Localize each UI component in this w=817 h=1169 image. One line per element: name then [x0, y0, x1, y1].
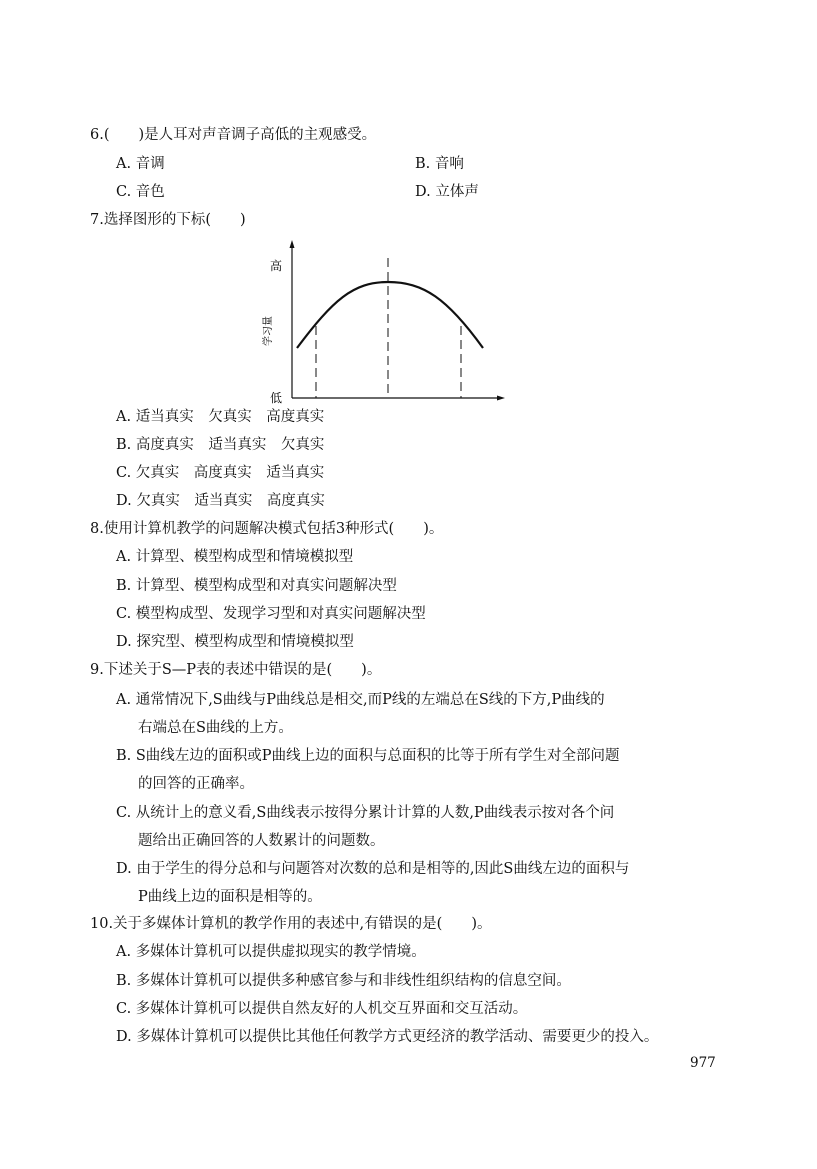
q9-option-d-line1: D. 由于学生的得分总和与问题答对次数的总和是相等的,因此S曲线左边的面积与	[116, 861, 630, 877]
q8-option-a: A. 计算型、模型构成型和情境模拟型	[116, 549, 354, 565]
q10-stem: 10.关于多媒体计算机的教学作用的表述中,有错误的是( )。	[90, 916, 492, 932]
y-high-label: 高	[270, 259, 283, 273]
q9-option-b-line2: 的回答的正确率。	[138, 776, 254, 792]
q8-stem: 8.使用计算机教学的问题解决模式包括3种形式( )。	[90, 521, 444, 537]
x-axis-arrow	[497, 396, 505, 401]
y-axis-arrow	[290, 240, 295, 248]
q9-stem: 9.下述关于S—P表的表述中错误的是( )。	[90, 662, 382, 678]
q10-option-c: C. 多媒体计算机可以提供自然友好的人机交互界面和交互活动。	[116, 1001, 528, 1017]
q7-option-b: B. 高度真实 适当真实 欠真实	[116, 437, 325, 453]
q8-option-d: D. 探究型、模型构成型和情境模拟型	[116, 634, 354, 650]
q6-option-a: A. 音调	[116, 156, 165, 172]
q9-option-a-line1: A. 通常情况下,S曲线与P曲线总是相交,而P线的左端总在S线的下方,P曲线的	[116, 692, 605, 708]
q7-figure	[255, 238, 515, 408]
q7-option-d: D. 欠真实 适当真实 高度真实	[116, 493, 325, 509]
q7-option-a: A. 适当真实 欠真实 高度真实	[116, 409, 325, 425]
y-axis-label: 学习量	[263, 316, 274, 346]
q9-option-d-line2: P曲线上边的面积是相等的。	[138, 889, 322, 905]
q10-option-d: D. 多媒体计算机可以提供比其他任何教学方式更经济的教学活动、需要更少的投入。	[116, 1029, 659, 1045]
q6-option-b: B. 音响	[415, 156, 464, 172]
y-low-label: 低	[270, 391, 283, 405]
q7-stem: 7.选择图形的下标( )	[90, 212, 246, 228]
q6-stem: 6.( )是人耳对声音调子高低的主观感受。	[90, 127, 377, 143]
q8-option-b: B. 计算型、模型构成型和对真实问题解决型	[116, 578, 397, 594]
q9-option-c-line1: C. 从统计上的意义看,S曲线表示按得分累计计算的人数,P曲线表示按对各个问	[116, 805, 615, 821]
q6-option-c: C. 音色	[116, 184, 165, 200]
q6-option-d: D. 立体声	[415, 184, 479, 200]
q9-option-c-line2: 题给出正确回答的人数累计的问题数。	[138, 833, 385, 849]
q9-option-b-line1: B. S曲线左边的面积或P曲线上边的面积与总面积的比等于所有学生对全部问题	[116, 748, 620, 764]
q7-option-c: C. 欠真实 高度真实 适当真实	[116, 465, 325, 481]
page-number: 977	[690, 1055, 716, 1071]
bell-curve	[297, 282, 483, 348]
q9-option-a-line2: 右端总在S曲线的上方。	[138, 720, 293, 736]
q10-option-a: A. 多媒体计算机可以提供虚拟现实的教学情境。	[116, 944, 426, 960]
q8-option-c: C. 模型构成型、发现学习型和对真实问题解决型	[116, 606, 426, 622]
q10-option-b: B. 多媒体计算机可以提供多种感官参与和非线性组织结构的信息空间。	[116, 973, 571, 989]
